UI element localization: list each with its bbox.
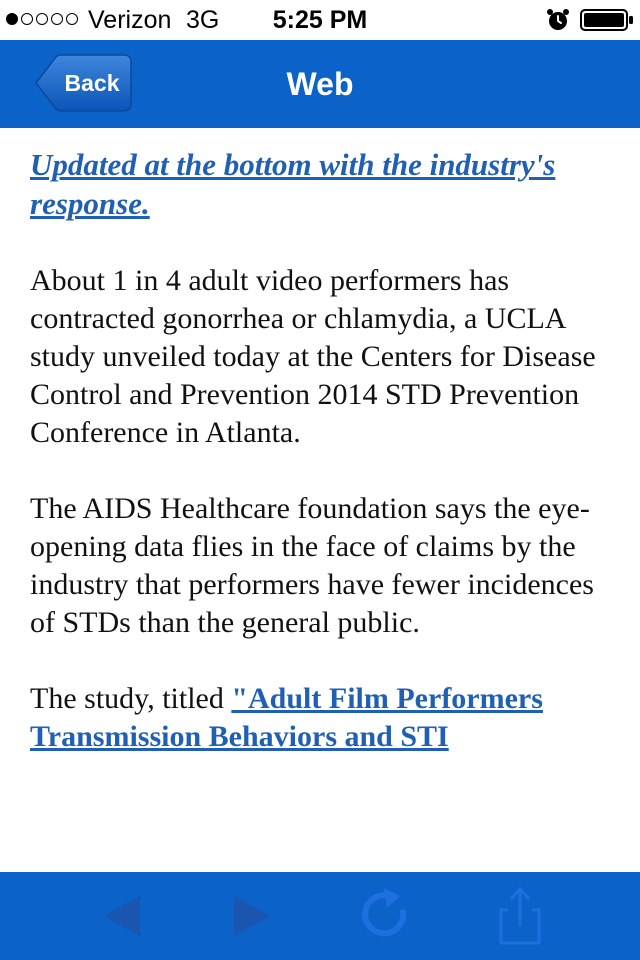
article-paragraph-3 [30,680,620,756]
browser-toolbar [0,872,640,960]
forward-arrow-icon [212,872,292,960]
navigation-bar [0,40,640,128]
network-type: 3G [186,6,220,34]
page-title: Web [286,66,354,102]
article-paragraph-2: The AIDS Healthcare foundation says the eye-opening data flies in the face of claims by the industry that performers have fewer incidences of STDs than the general public. [30,492,594,639]
share-icon [480,872,560,960]
alarm-icon [546,8,570,32]
update-paragraph [30,146,620,224]
refresh-button[interactable] [346,872,426,960]
study-title-link[interactable]: "Adult Film Performers Transmission Behaviors and STI [30,682,543,753]
back-button-label: Back [64,70,120,96]
status-time: 5:25 PM [272,6,368,34]
article-paragraph-1: About 1 in 4 adult video performers has contracted gonorrhea or chlamydia, a UCLA study unveiled today at the Centers for Disease Control and Prevention 2014 STD Prevention Conference in Atlanta. [30,264,596,449]
status-bar [0,0,640,40]
battery-icon [580,8,634,32]
forward-arrow-button[interactable] [212,872,292,960]
paragraph-3-text: The study, titled [30,682,232,715]
back-arrow-icon [82,872,162,960]
article-content [30,128,620,872]
refresh-icon [346,872,426,960]
back-arrow-button[interactable] [82,872,162,960]
carrier-name: Verizon [88,6,172,34]
share-button[interactable] [480,872,560,960]
update-note-link[interactable]: Updated at the bottom with the industry's response. [30,147,556,221]
back-button[interactable] [34,54,132,112]
